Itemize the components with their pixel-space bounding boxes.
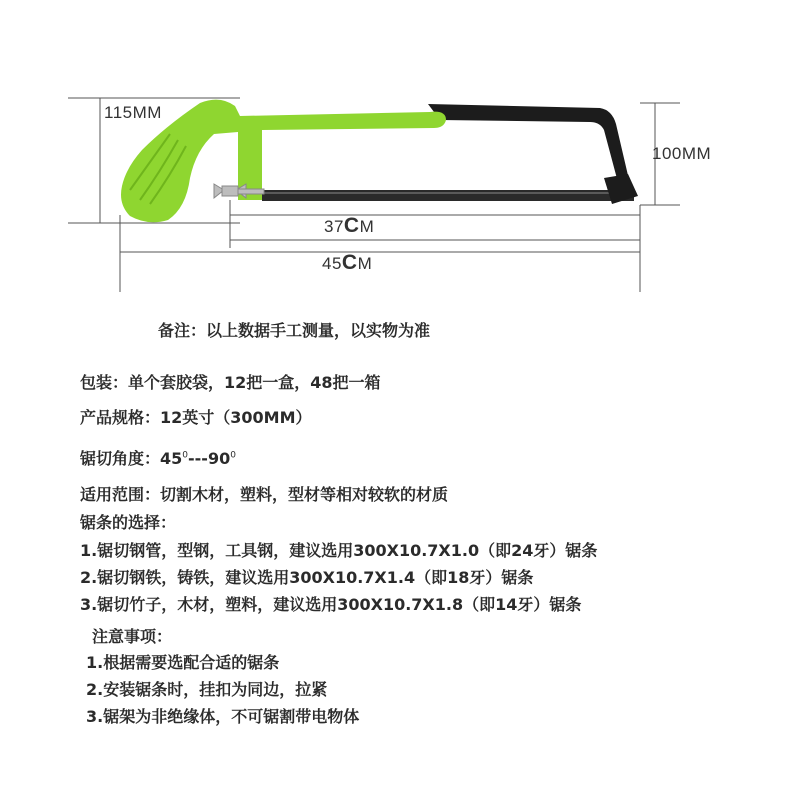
total-length-label: 45CM bbox=[322, 251, 373, 274]
saw-blade bbox=[262, 190, 634, 201]
blade-selection-item: 2.锯切钢铁，铸铁，建议选用300X10.7X1.4（即18牙）锯条 bbox=[80, 568, 534, 587]
angle-text: 锯切角度：$45^0---90^0$ bbox=[80, 449, 236, 468]
saw-frame bbox=[428, 104, 630, 190]
saw-handle bbox=[121, 100, 446, 223]
packaging-text: 包装：单个套胶袋，12把一盒，48把一箱 bbox=[80, 373, 381, 392]
blade-selection-item: 1.锯切钢管，型钢，工具钢，建议选用300X10.7X1.0（即24牙）锯条 bbox=[80, 541, 598, 560]
scope-text: 适用范围：切割木材，塑料，型材等相对较软的材质 bbox=[80, 485, 449, 504]
precaution-item: 3.锯架为非绝缘体，不可锯割带电物体 bbox=[86, 707, 360, 726]
blade-length-label: 37CM bbox=[324, 214, 375, 237]
blade-selection-item: 3.锯切竹子，木材，塑料，建议选用300X10.7X1.8（即14牙）锯条 bbox=[80, 595, 582, 614]
height-left-label: 115MM bbox=[104, 103, 162, 122]
note-text: 备注：以上数据手工测量，以实物为准 bbox=[158, 321, 431, 340]
precaution-item: 2.安装锯条时，挂扣为同边，拉紧 bbox=[86, 680, 328, 699]
spec-text: 产品规格：12英寸（300MM） bbox=[80, 408, 312, 427]
precaution-item: 1.根据需要选配合适的锯条 bbox=[86, 653, 280, 672]
precautions-title: 注意事项： bbox=[92, 627, 173, 646]
blade-selection-title: 锯条的选择： bbox=[80, 513, 177, 532]
height-right-label: 100MM bbox=[652, 144, 712, 163]
